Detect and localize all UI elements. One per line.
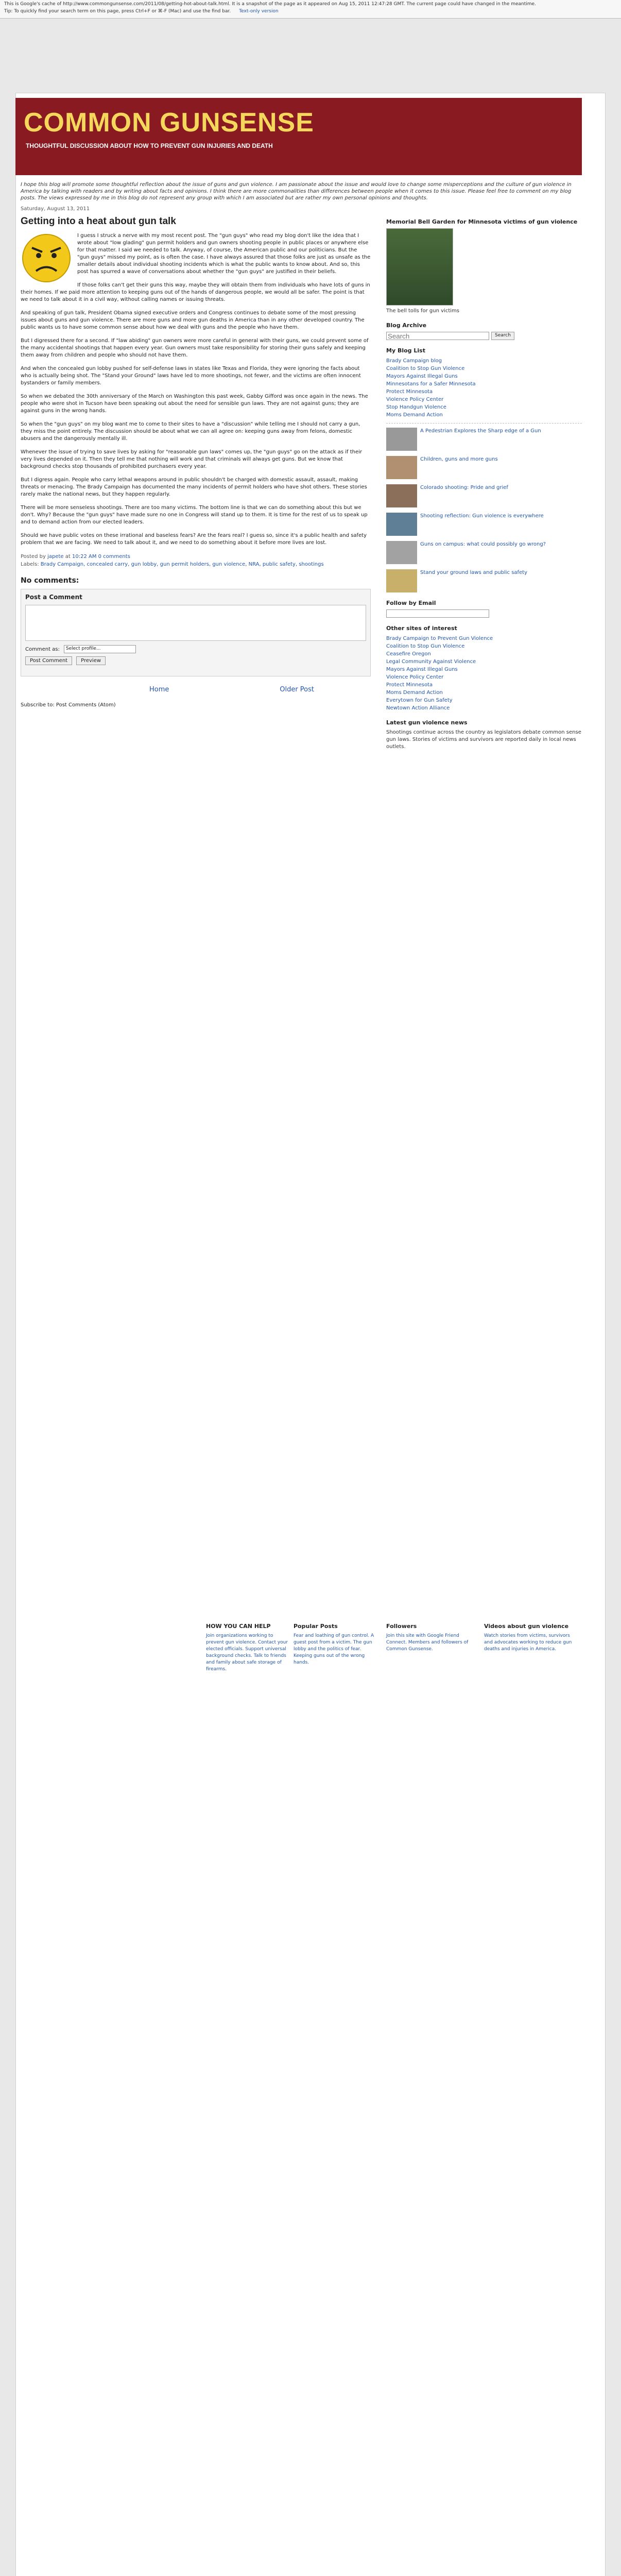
popular-posts-text[interactable]: Fear and loathing of gun control. A guest post from a victim. The gun lobby and the politics of fear. Keeping guns out of the wrong hands. bbox=[294, 1633, 374, 1665]
other-site-link[interactable]: Legal Community Against Violence bbox=[386, 659, 476, 665]
popular-posts-heading: Popular Posts bbox=[294, 1623, 338, 1630]
post-comment-button[interactable]: Post Comment bbox=[25, 656, 72, 665]
preview-button[interactable]: Preview bbox=[76, 656, 106, 665]
feed-item[interactable] bbox=[386, 569, 582, 592]
feed-thumbnail bbox=[386, 569, 417, 592]
blog-search-input[interactable] bbox=[386, 332, 489, 340]
videos-column bbox=[484, 1623, 577, 1653]
comment-as-label: Comment as: bbox=[25, 646, 60, 652]
post-paragraph: But I digress again. People who carry lethal weapons around in public shouldn't be charged with domestic assault, assault, making threats or menacing. The Brady Campaign has documented the many incidents of permit holders who have shot others. These stories rarely make the national news, but they happen regularly. bbox=[21, 477, 367, 497]
followers-text: Join this site with Google Friend Connect. Members and followers of Common Gunsense. bbox=[386, 1633, 469, 1652]
post-time-link[interactable]: 10:22 AM bbox=[72, 554, 97, 560]
blog-list-item[interactable]: Mayors Against Illegal Guns bbox=[386, 374, 458, 379]
sidebar bbox=[386, 211, 582, 751]
post-labels[interactable]: Brady Campaign, concealed carry, gun lobby, gun permit holders, gun violence, NRA, public safety, shootings bbox=[40, 562, 324, 567]
feed-thumbnail bbox=[386, 484, 417, 507]
memorial-bell-photo bbox=[386, 228, 453, 306]
blog-list-item[interactable]: Protect Minnesota bbox=[386, 389, 433, 395]
feed-item[interactable] bbox=[386, 484, 582, 507]
feed-item-title[interactable]: Stand your ground laws and public safety bbox=[420, 570, 528, 575]
other-site-link[interactable]: Violence Policy Center bbox=[386, 674, 444, 680]
comment-as-select[interactable]: Select profile... bbox=[64, 645, 136, 653]
post-paragraph: So when we debated the 30th anniversary of the March on Washington this past week, Gabby Gifford was once again in the news. The people who were shot in Tucson have been speaking out about the need for sensible gun laws. They are not against guns; they are against guns in the wrong hands. bbox=[21, 394, 368, 414]
followers-column bbox=[386, 1623, 474, 1653]
feed-item-title[interactable]: A Pedestrian Explores the Sharp edge of a Gun bbox=[420, 428, 541, 434]
feed-item-title[interactable]: Children, guns and more guns bbox=[420, 456, 498, 462]
feed-item[interactable] bbox=[386, 456, 582, 479]
post-paragraph: I guess I struck a nerve with my most recent post. The "gun guys" who read my blog don't like the idea that I wrote about "low glading" gun permit holders and gun owners shooting people in public places or anywhere else for that matter. I said we needed to talk. Anyway, of course, the American public and our politicians. But the "gun guys" missed my point, as is often the case. I have always assured that those folks are just as unsafe as the smaller details about individual shooting incidents which is what the public wants to know about. And so, this post has spurred a wave of conversations about whether the "gun guys" are justified in their beliefs. bbox=[77, 233, 371, 275]
labels-prefix: Labels: bbox=[21, 562, 39, 567]
subscribe-link[interactable]: Subscribe to: Post Comments (Atom) bbox=[21, 702, 116, 708]
feed-item-title[interactable]: Guns on campus: what could possibly go wrong? bbox=[420, 541, 546, 547]
other-site-link[interactable]: Newtown Action Alliance bbox=[386, 705, 450, 711]
help-heading: HOW YOU CAN HELP bbox=[206, 1623, 271, 1630]
other-site-link[interactable]: Ceasefire Oregon bbox=[386, 651, 431, 657]
blog-list-item[interactable]: Violence Policy Center bbox=[386, 397, 444, 402]
blog-list-item[interactable]: Stop Handgun Violence bbox=[386, 404, 446, 410]
blog-archive-heading: Blog Archive bbox=[386, 322, 427, 329]
blog-list-item[interactable]: Moms Demand Action bbox=[386, 412, 443, 418]
comments-heading: No comments: bbox=[21, 577, 79, 585]
post-paragraph: And when the concealed gun lobby pushed for self-defense laws in states like Texas and Florida, they were ignoring the facts about who is actually being shot. The "Stand your Ground" laws have led to more shootings, not fewer, and the victims are often innocent bystanders or family members. bbox=[21, 366, 361, 386]
post-paragraph: Should we have public votes on these irrational and baseless fears? Are the fears real? I guess so, since it's a public health and safety problem that we are facing. We need to talk about it, and we need to do something about it before more lives are lost. bbox=[21, 533, 367, 546]
videos-text: Watch stories from victims, survivors and advocates working to reduce gun deaths and injuries in America. bbox=[484, 1633, 572, 1652]
post-paragraph: So when the "gun guys" on my blog want me to come to their sites to have a "discussion" while telling me I should not carry a gun, they miss the point entirely. The discussion should be about what we can all agree on: keeping guns away from felons, domestic abusers and the dangerously mentally ill. bbox=[21, 421, 360, 442]
cache-notice-bar bbox=[0, 0, 621, 19]
help-column bbox=[206, 1623, 288, 1673]
post-title[interactable]: Getting into a heat about gun talk bbox=[21, 216, 176, 227]
blog-description: I hope this blog will promote some thoughtful reflection about the issue of guns and gun violence. I am passionate about the issue and would love to change some misperceptions and the culture of gun violence in America by talking with readers and by writing about facts and opinions. I think there are more commonalities than differences between people when it comes to this issue. Please feel free to comment on my blog posts. The views expressed by me in this blog do not represent any group with which I am associated but are rather my own personal opinions and thoughts. bbox=[21, 182, 572, 201]
comment-textarea[interactable] bbox=[25, 605, 366, 641]
text-only-link[interactable]: Text-only version bbox=[239, 9, 279, 14]
post-footer bbox=[21, 553, 371, 568]
post-paragraph: If those folks can't get their guns this way, maybe they will obtain them from individuals who have lots of guns in their homes. If we paid more attention to keeping guns out of the hands of dangerous people, we would all be safer. The point is that we need to talk about it in a civil way, without calling names or issuing threats. bbox=[21, 282, 370, 302]
followers-heading: Followers bbox=[386, 1623, 417, 1630]
feed-thumbnail bbox=[386, 541, 417, 564]
news-heading: Latest gun violence news bbox=[386, 719, 468, 726]
blog-list-item[interactable]: Coalition to Stop Gun Violence bbox=[386, 366, 465, 371]
feed-thumbnail bbox=[386, 456, 417, 479]
post-paragraph: Whenever the issue of trying to save lives by asking for "reasonable gun laws" comes up, the "gun guys" go on the attack as if their very lives depended on it. Then they tell me that nothing will work and that criminals will always get guns. But we know that background checks stop thousands of prohibited purchasers every year. bbox=[21, 449, 363, 469]
post-paragraph: And speaking of gun talk, President Obama signed executive orders and Congress continues to debate some of the most pressing issues about guns and gun violence. There are more guns and more gun deaths in America than in any other developed country. The public wants us to have some common sense about how we deal with guns and the people who have them. bbox=[21, 310, 365, 330]
memorial-caption: The bell tolls for gun victims bbox=[386, 308, 459, 314]
blog-title[interactable]: COMMON GUNSENSE bbox=[24, 108, 314, 138]
posted-by-label: Posted by bbox=[21, 554, 46, 560]
post-comment-title: Post a Comment bbox=[25, 594, 82, 601]
comment-form bbox=[21, 589, 371, 676]
blog-header bbox=[15, 98, 582, 175]
other-site-link[interactable]: Everytown for Gun Safety bbox=[386, 698, 453, 703]
comments-count-link[interactable]: 0 comments bbox=[98, 554, 130, 560]
post-paragraph: There will be more senseless shootings. There are too many victims. The bottom line is that we can do something about this but we don't. Why? Because the "gun guys" have made sure no one in Congress will stand up to them. It is time for the rest of us to speak up and to demand action from our elected leaders. bbox=[21, 505, 368, 525]
feed-thumbnail bbox=[386, 513, 417, 536]
other-site-link[interactable]: Moms Demand Action bbox=[386, 690, 443, 696]
feed-thumbnail bbox=[386, 428, 417, 451]
main-column bbox=[21, 206, 371, 708]
other-sites-heading: Other sites of interest bbox=[386, 625, 457, 632]
cache-notice-text: This is Google's cache of http://www.commongunsense.com/2011/08/getting-hot-about-talk.html. It is a snapshot of the page as it appeared on Aug 15, 2011 12:47:28 GMT. The current page could have changed in the meantime. bbox=[4, 2, 536, 7]
other-site-link[interactable]: Coalition to Stop Gun Violence bbox=[386, 643, 465, 649]
feed-item-title[interactable]: Colorado shooting: Pride and grief bbox=[420, 485, 508, 490]
home-link[interactable]: Home bbox=[149, 686, 169, 693]
blog-search-button[interactable]: Search bbox=[491, 332, 514, 340]
feed-item[interactable] bbox=[386, 428, 582, 451]
blog-pager bbox=[21, 686, 371, 698]
blog-list-item[interactable]: Minnesotans for a Safer Minnesota bbox=[386, 381, 476, 387]
other-site-link[interactable]: Mayors Against Illegal Guns bbox=[386, 667, 458, 672]
angry-face-image bbox=[21, 232, 72, 284]
feed-item[interactable] bbox=[386, 513, 582, 536]
tip-text: Tip: To quickly find your search term on this page, press Ctrl+F or ⌘-F (Mac) and use the find bar. bbox=[4, 9, 231, 14]
follow-email-heading: Follow by Email bbox=[386, 600, 436, 606]
other-site-link[interactable]: Protect Minnesota bbox=[386, 682, 433, 688]
author-link[interactable]: japete bbox=[47, 554, 64, 560]
at-label: at bbox=[65, 554, 71, 560]
other-site-link[interactable]: Brady Campaign to Prevent Gun Violence bbox=[386, 636, 493, 641]
follow-email-input[interactable] bbox=[386, 609, 489, 618]
news-text: Shootings continue across the country as legislators debate common sense gun laws. Stories of victims and survivors are reported daily in local news outlets. bbox=[386, 730, 581, 750]
memorial-heading: Memorial Bell Garden for Minnesota victims of gun violence bbox=[386, 218, 578, 225]
feed-item-title[interactable]: Shooting reflection: Gun violence is everywhere bbox=[420, 513, 544, 519]
blog-list-heading: My Blog List bbox=[386, 347, 425, 354]
post-date: Saturday, August 13, 2011 bbox=[21, 206, 90, 212]
blog-list-item[interactable]: Brady Campaign blog bbox=[386, 358, 442, 364]
videos-heading: Videos about gun violence bbox=[484, 1623, 569, 1630]
post-paragraph: But I digressed there for a second. If "law abiding" gun owners were more careful in general with their guns, we could prevent some of the many accidental shootings that happen every year. Gun owners must take responsibility for storing their guns safely and keeping them away from children and people who should not have them. bbox=[21, 338, 369, 358]
feed-item[interactable] bbox=[386, 541, 582, 564]
help-text: Join organizations working to prevent gun violence. Contact your elected officials. Support universal background checks. Talk to friends and family about safe storage of firearms. bbox=[206, 1633, 288, 1672]
blog-tagline: THOUGHTFUL DISCUSSION ABOUT HOW TO PREVENT GUN INJURIES AND DEATH bbox=[26, 142, 273, 149]
popular-posts-column bbox=[294, 1623, 376, 1666]
older-post-link[interactable]: Older Post bbox=[280, 686, 314, 693]
